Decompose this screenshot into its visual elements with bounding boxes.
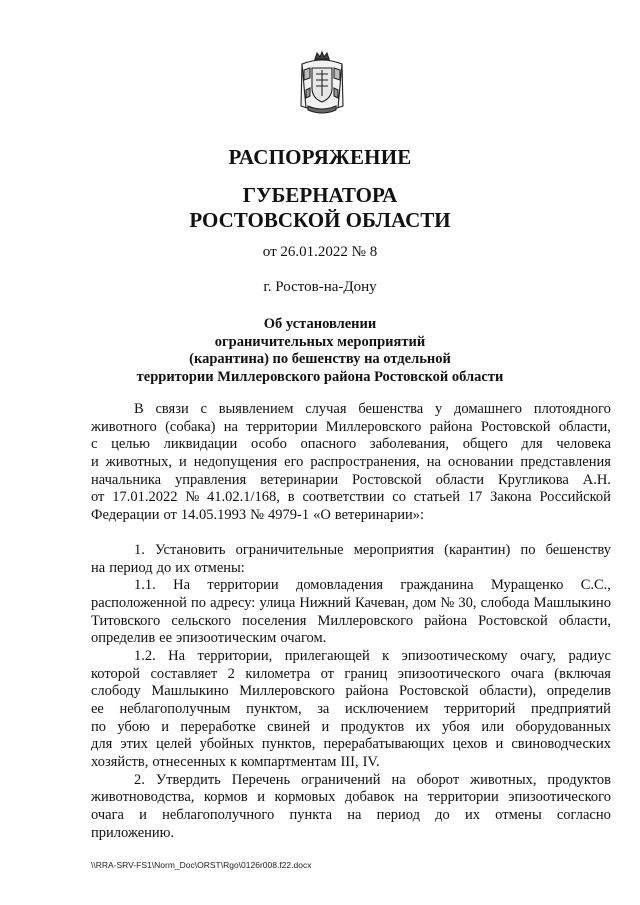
text-line: 1.2. На территории, прилегающей к эпизоотическому очагу, радиус [134,647,611,664]
text-line: 1.1. На территории домовладения гражданина Муращенко С.С., [134,577,611,594]
text-line: хозяйств, отнесенных к компартментам III, IV. [91,754,380,771]
text-line: очага и неблагополучного пункта на период до их отмены согласно [91,807,611,824]
coat-of-arms-icon [296,50,348,116]
text-line: ее неблагополучным пунктом, за исключением территорий предприятий [91,701,611,717]
document-body [91,401,611,843]
item-2-paragraph [91,772,611,843]
text-line: определив ее эпизоотическим очагом. [91,630,327,647]
issuer-title [0,183,640,233]
paragraph-gap [91,525,611,542]
text-line: на период до их отмены: [91,559,245,576]
date-number: от 26.01.2022 № 8 [262,244,378,260]
preamble-paragraph [91,401,611,525]
text-line: по убою и переработке свиней и продуктов их убоя или оборудованных [91,718,611,735]
city: г. Ростов-на-Дону [263,279,377,295]
issuer-line: ГУБЕРНАТОРА [242,183,398,207]
document-type-title: РАСПОРЯЖЕНИЕ [228,145,412,169]
subject-line: (карантина) по бешенству на отдельной [189,351,451,367]
subject-line: Об установлении [263,316,377,332]
subject-line: ограничительных мероприятий [214,333,426,350]
text-line: Титовского сельского поселения Миллеровского района Ростовской области, [91,612,611,629]
item-1-1-paragraph [91,577,611,648]
text-line: Федерации от 14.05.1993 № 4979-1 «О ветеринарии»: [91,507,425,524]
text-line: 2. Утвердить Перечень ограничений на оборот животных, продуктов [134,771,611,788]
item-1-2-paragraph [91,648,611,772]
text-line: расположенной по адресу: улица Нижний Качеван, дом № 30, слобода Машлыкино [91,594,611,611]
file-path-footer: \\RRA-SRV-FS1\Norm_Doc\ORST\Rgo\0126r008.f22.docx [91,860,312,870]
issuer-line: РОСТОВСКОЙ ОБЛАСТИ [189,208,451,232]
text-line: которой составляет 2 километра от границ эпизоотического очага (включая [91,665,611,682]
text-line: от 17.01.2022 № 41.02.1/168, в соответствии со статьей 17 Закона Российской [91,489,611,506]
item-1-paragraph [91,542,611,577]
subject-heading [0,316,640,386]
text-line: животноводства, кормов и кормовых добавок на территории эпизоотического [91,789,611,806]
text-line: для этих целей убойных пунктов, перерабатывающих цехов и свиноводческих [91,736,611,753]
text-line: В связи с выявлением случая бешенства у домашнего плотоядного [134,401,611,417]
text-line: и животных, и недопущения его распространения, на основании представления [91,454,611,471]
text-line: животного (собака) на территории Миллеровского района Ростовской области, [91,418,611,435]
text-line: приложению. [91,824,175,841]
text-line: начальника управления ветеринарии Ростовской области Кругликова А.Н. [91,471,611,488]
subject-line: территории Миллеровского района Ростовской области [136,368,504,385]
text-line: 1. Установить ограничительные мероприятия (карантин) по бешенству [134,541,611,558]
text-line: слободу Машлыкино Миллеровского района Ростовской области), определив [91,683,611,700]
text-line: с целью ликвидации особо опасного заболевания, общего для человека [91,436,611,453]
